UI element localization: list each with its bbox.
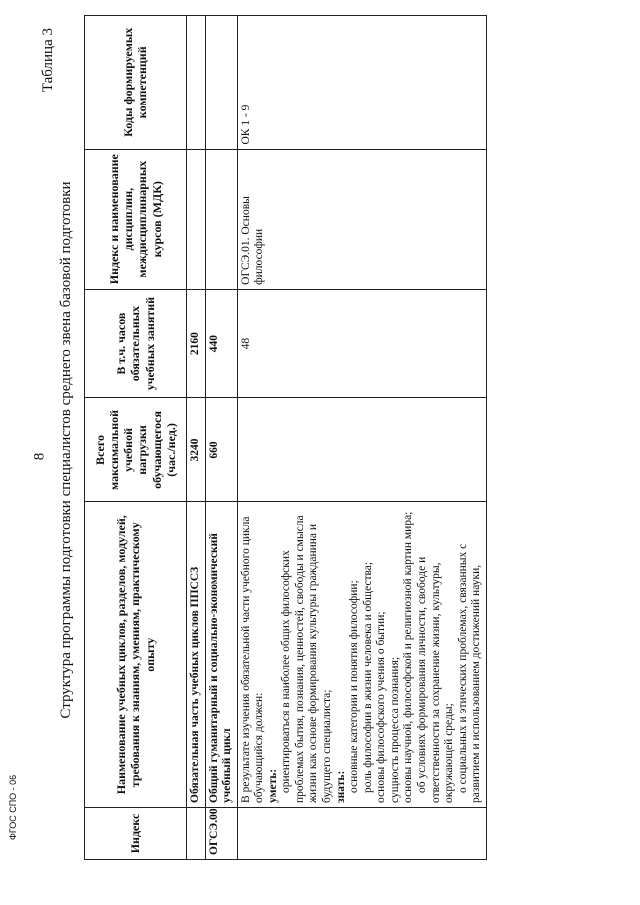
cell-competencies: ОК 1 - 9 bbox=[237, 16, 486, 150]
req-line: об условиях формирования личности, свободе и ответственности за сохранение жизни, культуры, окружающей среды; bbox=[415, 556, 456, 803]
cell-name: Обязательная часть учебных циклов ППССЗ bbox=[186, 502, 205, 807]
table-row bbox=[186, 16, 205, 860]
cell-discipline bbox=[205, 149, 237, 289]
cell-discipline: ОГСЭ.01. Основы философии bbox=[237, 149, 486, 289]
req-line: ориентироваться в наиболее общих философских проблемах бытия, познания, ценностей, свободы и смысла жизни как основе формирования культуры гражданина и будущего специалиста; bbox=[280, 515, 333, 803]
page-number: 8 bbox=[31, 452, 48, 461]
req-line: основы научной, философской и религиозной картин мира; bbox=[402, 511, 415, 803]
cell-discipline bbox=[186, 149, 205, 289]
cell-competencies bbox=[186, 16, 205, 150]
header-max-load: Всего максимальной учебной нагрузки обучающегося (час./нед.) bbox=[85, 398, 187, 502]
cell-max: 3240 bbox=[186, 398, 205, 502]
cell-max: 660 bbox=[205, 398, 237, 502]
cell-competencies bbox=[205, 16, 237, 150]
structure-table bbox=[84, 15, 487, 860]
header-competencies: Коды формируемых компетенций bbox=[85, 16, 187, 150]
cell-index bbox=[237, 807, 486, 859]
table-label: Таблица 3 bbox=[40, 28, 56, 93]
cell-mandatory: 440 bbox=[205, 289, 237, 398]
rotated-content bbox=[40, 20, 600, 880]
header-index: Индекс bbox=[85, 807, 187, 859]
cell-max bbox=[237, 398, 486, 502]
header-name: Наименование учебных циклов, разделов, модулей, требования к знаниям, умениям, практическому опыту bbox=[85, 502, 187, 807]
header-mandatory: В т.ч. часов обязательных учебных занятий bbox=[85, 289, 187, 398]
cell-mandatory: 2160 bbox=[186, 289, 205, 398]
req-line: роль философии в жизни человека и общества; bbox=[361, 561, 374, 793]
header-row bbox=[85, 16, 187, 860]
req-line: знать: bbox=[334, 770, 347, 803]
cell-requirements bbox=[237, 502, 486, 807]
req-line: о социальных и этических проблемах, связанных с развитием и использованием достижений науки, bbox=[456, 543, 483, 803]
cell-index bbox=[186, 807, 205, 859]
header-discipline: Индекс и наименование дисциплин, междисциплинарных курсов (МДК) bbox=[85, 149, 187, 289]
table-row bbox=[205, 16, 237, 860]
req-line: основы философского учения о бытии; bbox=[375, 611, 388, 803]
table-title: Структура программы подготовки специалистов среднего звена базовой подготовки bbox=[58, 181, 74, 719]
table-row bbox=[237, 16, 486, 860]
req-line: В результате изучения обязательной части учебного цикла обучающийся должен: bbox=[239, 516, 266, 803]
req-line: основные категории и понятия философии; bbox=[348, 580, 361, 793]
req-line: уметь: bbox=[266, 768, 279, 803]
footer-standard: ФГОС СПО - 06 bbox=[8, 774, 18, 840]
req-line: сущность процесса познания; bbox=[388, 656, 401, 803]
cell-name: Общий гуманитарный и социально-экономический учебный цикл bbox=[205, 502, 237, 807]
cell-index: ОГСЭ.00 bbox=[205, 807, 237, 859]
cell-mandatory: 48 bbox=[237, 289, 486, 398]
